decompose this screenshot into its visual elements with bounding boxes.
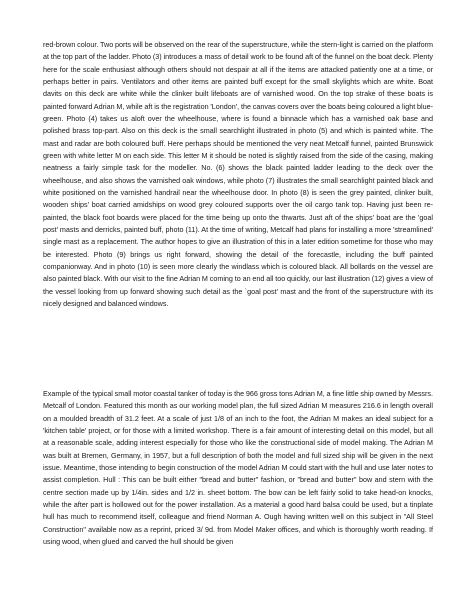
- body-paragraph-1: red-brown colour. Two ports will be observed on the rear of the superstructure, while the stern-light is carried on the platform at the top part of the ladder. Photo (3) introduces a mass of detail work to be found aft of the funnel on the boat deck. Plenty here for the scale enthusiast although others should not despair at all if the items are attacked patiently one at a time, or perhaps better in pairs. Ventilators and other items are painted buff except for the small skylights which are white. Boat davits on this deck are white while the clinker built lifeboats are of varnished wood. On the top strake of these boats is painted forward Adrian M, while aft is the registration 'London', the canvas covers over the boats being coloured a light blue-green. Photo (4) takes us aloft over the wheelhouse, where is found a binnacle which has a varnished oak base and polished brass top-part. Also on this deck is the small searchlight illustrated in photo (5) and which is painted white. The mast and radar are both coloured buff. Here perhaps should be mentioned the very neat Metcalf funnel, painted Brunswick green with white letter M on each side. This letter M it should be noted is slightly raised from the side of the casing, making neatness a fairly simple task for the modeller. No. (6) shows the black painted ladder leading to the deck over the wheelhouse, and also shows the varnished oak windows, while photo (7) illustrates the small searchlight painted black and white positioned on the varnished handrail near the wheelhouse door. In photo (8) is seen the grey painted, clinker built, wooden ships' boat carried amidships on wood grey coloured supports over the oil cargo tank top. Having just been re-painted, the black foot boards were placed for the time being up onto the thwarts. Just aft of the ships' boat are the 'goal post' masts and derricks, painted buff, photo (11). At the time of writing, Metcalf had plans for installing a more 'streamlined' single mast as a replacement. The author hopes to give an illustration of this in a later edition sometime for those who may be interested. Photo (9) brings us right forward, showing the detail of the forecastle, including the buff painted companionway. And in photo (10) is seen more clearly the windlass which is coloured black. All bollards on the vessel are also painted black. With our visit to the fine Adrian M coming to an end all too quickly, our last illustration (12) gives a view of the vessel looking from up forward showing such detail as the `goal post' mast and the front of the superstructure with its nicely designed and balanced windows.: [43, 40, 433, 308]
- body-paragraph-2: Example of the typical small motor coastal tanker of today is the 966 gross tons Adrian M, a fine little ship owned by Messrs. Metcalf of London. Featured this month as our working model plan, the full sized Adrian M measures 216.6 in length overall on a moulded breadth of 31.2 feet. At a scale of just 1/8 of an inch to the foot, the Adrian M makes an ideal subject for a 'kitchen table' project, or for those with a limited workshop. There is a fair amount of interesting detail on this model, but all at a reasonable scale, adding interest especially for those who like the constructional side of model making. The Adrian M was built at Bremen, Germany, in 1957, but a full description of both the model and full sized ship will be given in the next issue. Meantime, those intending to begin construction of the model Adrian M could start with the hull and use later notes to assist completion. Hull : This can be built either "bread and butter" fashion, or "bread and butter" bow and stern with the centre section made up by 1/4in. sides and 1/2 in. sheet bottom. The bow can be left fairly solid to take head-on knocks, while the after part is hollowed out for the power installation. As a material a good hard balsa could be used, but a tinplate hull has much to recommend itself, colleague and friend Norman A. Ough having written well on this subject in "All Steel Construction" available now as a reprint, priced 3/ 9d. from Model Maker offices, and which is thoroughly worth reading. If using wood, when glued and carved the hull should be given: [43, 389, 433, 546]
